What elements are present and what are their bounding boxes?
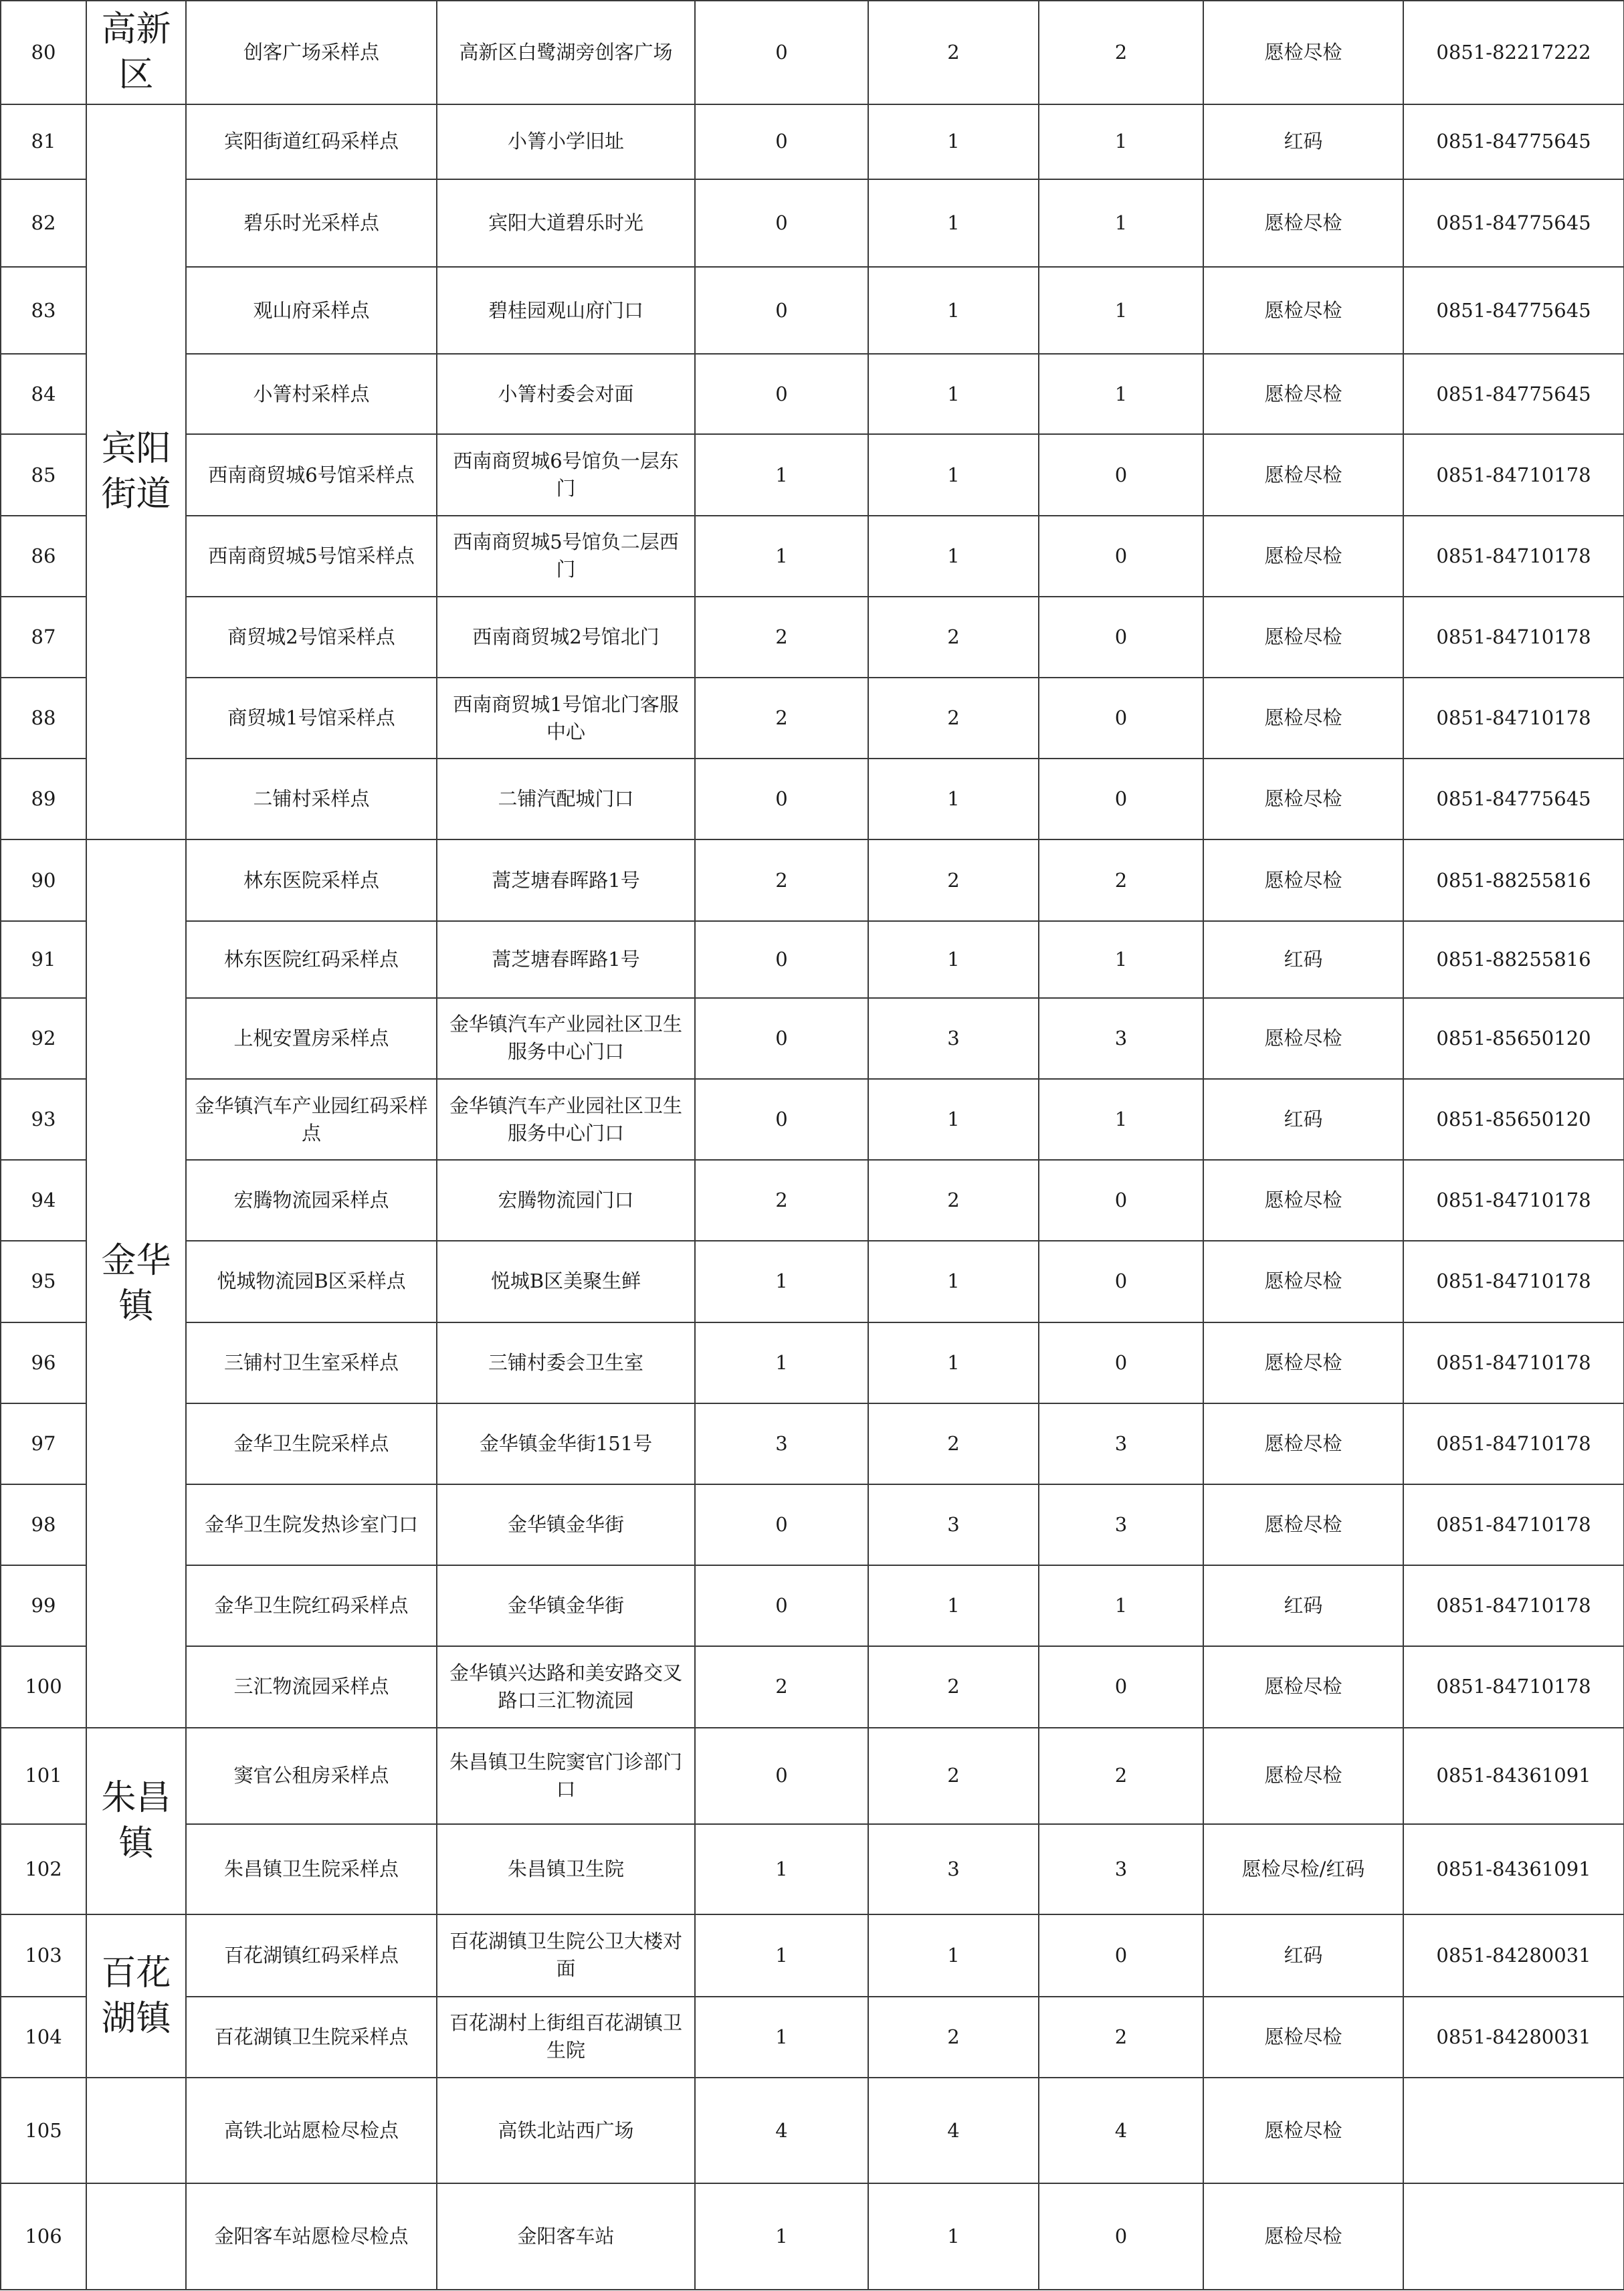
col-c-cell: 2: [1039, 1, 1203, 104]
phone-cell: 0851-85650120: [1403, 1079, 1624, 1160]
address-cell: 高新区白鹭湖旁创客广场: [437, 1, 695, 104]
col-c-cell: 2: [1039, 1728, 1203, 1824]
table-row: [1, 267, 1624, 354]
col-b-cell: 1: [868, 2183, 1039, 2290]
col-b-cell: 1: [868, 434, 1039, 515]
table-row: [1, 1322, 1624, 1403]
district-cell: [86, 2183, 186, 2290]
col-b-cell: 1: [868, 179, 1039, 267]
col-a-cell: 1: [695, 1997, 868, 2078]
col-c-cell: 3: [1039, 1403, 1203, 1484]
test-type-cell: 红码: [1203, 104, 1403, 179]
col-b-cell: 3: [868, 1824, 1039, 1914]
address-cell: 宏腾物流园门口: [437, 1160, 695, 1241]
address-cell: 小箐村委会对面: [437, 354, 695, 434]
col-c-cell: 0: [1039, 1914, 1203, 1996]
index-cell: 95: [1, 1241, 86, 1322]
address-cell: 碧桂园观山府门口: [437, 267, 695, 354]
col-b-cell: 3: [868, 1484, 1039, 1565]
district-cell: 金华镇: [86, 839, 186, 1727]
test-type-cell: 愿检尽检: [1203, 1646, 1403, 1727]
col-a-cell: 4: [695, 2078, 868, 2184]
test-type-cell: 愿检尽检: [1203, 597, 1403, 678]
test-type-cell: 愿检尽检: [1203, 2183, 1403, 2290]
table-row: [1, 354, 1624, 434]
table-row: [1, 1997, 1624, 2078]
col-b-cell: 1: [868, 1322, 1039, 1403]
address-cell: 西南商贸城2号馆北门: [437, 597, 695, 678]
col-a-cell: 2: [695, 1160, 868, 1241]
test-type-cell: 愿检尽检: [1203, 839, 1403, 920]
col-a-cell: 1: [695, 1824, 868, 1914]
col-c-cell: 3: [1039, 1824, 1203, 1914]
phone-cell: 0851-84361091: [1403, 1824, 1624, 1914]
test-type-cell: 愿检尽检: [1203, 1241, 1403, 1322]
index-cell: 84: [1, 354, 86, 434]
col-a-cell: 1: [695, 434, 868, 515]
col-c-cell: 0: [1039, 1646, 1203, 1727]
table-row: [1, 1079, 1624, 1160]
index-cell: 87: [1, 597, 86, 678]
phone-cell: [1403, 2078, 1624, 2184]
test-type-cell: 愿检尽检: [1203, 678, 1403, 759]
phone-cell: 0851-84775645: [1403, 179, 1624, 267]
index-cell: 102: [1, 1824, 86, 1914]
test-type-cell: 红码: [1203, 921, 1403, 998]
col-b-cell: 2: [868, 1997, 1039, 2078]
test-type-cell: 愿检尽检: [1203, 1997, 1403, 2078]
phone-cell: 0851-85650120: [1403, 998, 1624, 1079]
col-c-cell: 0: [1039, 1241, 1203, 1322]
table-row: [1, 998, 1624, 1079]
test-type-cell: 愿检尽检: [1203, 267, 1403, 354]
col-b-cell: 2: [868, 597, 1039, 678]
index-cell: 86: [1, 516, 86, 597]
address-cell: 西南商贸城5号馆负二层西门: [437, 516, 695, 597]
col-a-cell: 1: [695, 1914, 868, 1996]
col-b-cell: 2: [868, 1403, 1039, 1484]
col-a-cell: 0: [695, 1, 868, 104]
address-cell: 蒿芝塘春晖路1号: [437, 839, 695, 920]
index-cell: 100: [1, 1646, 86, 1727]
test-type-cell: 红码: [1203, 1079, 1403, 1160]
table-row: [1, 1728, 1624, 1824]
phone-cell: 0851-84710178: [1403, 678, 1624, 759]
test-type-cell: 愿检尽检/红码: [1203, 1824, 1403, 1914]
col-c-cell: 3: [1039, 1484, 1203, 1565]
site-name-cell: 三铺村卫生室采样点: [186, 1322, 437, 1403]
index-cell: 94: [1, 1160, 86, 1241]
col-c-cell: 2: [1039, 839, 1203, 920]
site-name-cell: 宏腾物流园采样点: [186, 1160, 437, 1241]
index-cell: 82: [1, 179, 86, 267]
address-cell: 西南商贸城1号馆北门客服中心: [437, 678, 695, 759]
table-row: [1, 2183, 1624, 2290]
test-type-cell: 愿检尽检: [1203, 1160, 1403, 1241]
col-a-cell: 0: [695, 1484, 868, 1565]
table-row: [1, 1241, 1624, 1322]
site-name-cell: 上枧安置房采样点: [186, 998, 437, 1079]
col-c-cell: 1: [1039, 354, 1203, 434]
col-c-cell: 0: [1039, 678, 1203, 759]
index-cell: 98: [1, 1484, 86, 1565]
table-row: [1, 1824, 1624, 1914]
test-type-cell: 红码: [1203, 1565, 1403, 1646]
index-cell: 96: [1, 1322, 86, 1403]
address-cell: 金华镇金华街151号: [437, 1403, 695, 1484]
phone-cell: 0851-84775645: [1403, 354, 1624, 434]
site-name-cell: 西南商贸城5号馆采样点: [186, 516, 437, 597]
site-name-cell: 西南商贸城6号馆采样点: [186, 434, 437, 515]
col-c-cell: 1: [1039, 921, 1203, 998]
table-row: [1, 179, 1624, 267]
index-cell: 97: [1, 1403, 86, 1484]
col-a-cell: 0: [695, 1728, 868, 1824]
site-name-cell: 碧乐时光采样点: [186, 179, 437, 267]
index-cell: 104: [1, 1997, 86, 2078]
table-row: [1, 921, 1624, 998]
col-b-cell: 1: [868, 104, 1039, 179]
phone-cell: 0851-82217222: [1403, 1, 1624, 104]
test-type-cell: 愿检尽检: [1203, 1, 1403, 104]
phone-cell: 0851-84710178: [1403, 1160, 1624, 1241]
test-type-cell: 愿检尽检: [1203, 2078, 1403, 2184]
col-b-cell: 2: [868, 1728, 1039, 1824]
test-type-cell: 愿检尽检: [1203, 759, 1403, 839]
test-type-cell: 愿检尽检: [1203, 434, 1403, 515]
col-b-cell: 1: [868, 354, 1039, 434]
col-c-cell: 2: [1039, 1997, 1203, 2078]
address-cell: 西南商贸城6号馆负一层东门: [437, 434, 695, 515]
col-a-cell: 1: [695, 2183, 868, 2290]
site-name-cell: 百花湖镇红码采样点: [186, 1914, 437, 1996]
col-b-cell: 1: [868, 759, 1039, 839]
test-type-cell: 愿检尽检: [1203, 516, 1403, 597]
address-cell: 朱昌镇卫生院窦官门诊部门口: [437, 1728, 695, 1824]
site-name-cell: 窦官公租房采样点: [186, 1728, 437, 1824]
index-cell: 91: [1, 921, 86, 998]
phone-cell: 0851-84361091: [1403, 1728, 1624, 1824]
col-c-cell: 0: [1039, 1160, 1203, 1241]
address-cell: 蒿芝塘春晖路1号: [437, 921, 695, 998]
table-row: [1, 434, 1624, 515]
col-b-cell: 2: [868, 1, 1039, 104]
address-cell: 金阳客车站: [437, 2183, 695, 2290]
table-row: [1, 516, 1624, 597]
col-c-cell: 1: [1039, 267, 1203, 354]
table-row: [1, 2078, 1624, 2184]
phone-cell: 0851-84775645: [1403, 104, 1624, 179]
col-a-cell: 2: [695, 839, 868, 920]
table-row: [1, 839, 1624, 920]
site-name-cell: 宾阳街道红码采样点: [186, 104, 437, 179]
address-cell: 三铺村委会卫生室: [437, 1322, 695, 1403]
site-name-cell: 创客广场采样点: [186, 1, 437, 104]
test-type-cell: 愿检尽检: [1203, 1322, 1403, 1403]
col-a-cell: 0: [695, 354, 868, 434]
address-cell: 小箐小学旧址: [437, 104, 695, 179]
col-c-cell: 0: [1039, 434, 1203, 515]
phone-cell: 0851-84775645: [1403, 267, 1624, 354]
table-row: [1, 1565, 1624, 1646]
col-b-cell: 1: [868, 921, 1039, 998]
col-b-cell: 1: [868, 516, 1039, 597]
index-cell: 90: [1, 839, 86, 920]
col-a-cell: 1: [695, 1322, 868, 1403]
address-cell: 金华镇兴达路和美安路交叉路口三汇物流园: [437, 1646, 695, 1727]
col-a-cell: 3: [695, 1403, 868, 1484]
col-a-cell: 0: [695, 759, 868, 839]
index-cell: 85: [1, 434, 86, 515]
col-b-cell: 1: [868, 1565, 1039, 1646]
col-c-cell: 0: [1039, 597, 1203, 678]
phone-cell: 0851-84710178: [1403, 1565, 1624, 1646]
col-c-cell: 1: [1039, 104, 1203, 179]
site-name-cell: 小箐村采样点: [186, 354, 437, 434]
table-row: [1, 1484, 1624, 1565]
site-name-cell: 林东医院红码采样点: [186, 921, 437, 998]
col-c-cell: 0: [1039, 2183, 1203, 2290]
col-a-cell: 0: [695, 179, 868, 267]
col-b-cell: 2: [868, 1160, 1039, 1241]
site-name-cell: 金华卫生院采样点: [186, 1403, 437, 1484]
test-type-cell: 红码: [1203, 1914, 1403, 1996]
site-name-cell: 百花湖镇卫生院采样点: [186, 1997, 437, 2078]
index-cell: 93: [1, 1079, 86, 1160]
phone-cell: 0851-84710178: [1403, 597, 1624, 678]
table-row: [1, 1, 1624, 104]
phone-cell: 0851-88255816: [1403, 921, 1624, 998]
phone-cell: 0851-84710178: [1403, 1322, 1624, 1403]
table-row: [1, 597, 1624, 678]
phone-cell: 0851-84710178: [1403, 1484, 1624, 1565]
address-cell: 金华镇汽车产业园社区卫生服务中心门口: [437, 998, 695, 1079]
col-a-cell: 0: [695, 1079, 868, 1160]
address-cell: 宾阳大道碧乐时光: [437, 179, 695, 267]
index-cell: 81: [1, 104, 86, 179]
col-c-cell: 0: [1039, 1322, 1203, 1403]
col-b-cell: 4: [868, 2078, 1039, 2184]
col-a-cell: 1: [695, 516, 868, 597]
index-cell: 88: [1, 678, 86, 759]
site-name-cell: 悦城物流园B区采样点: [186, 1241, 437, 1322]
site-name-cell: 朱昌镇卫生院采样点: [186, 1824, 437, 1914]
site-name-cell: 林东医院采样点: [186, 839, 437, 920]
col-a-cell: 0: [695, 1565, 868, 1646]
district-cell: 宾阳街道: [86, 104, 186, 840]
index-cell: 106: [1, 2183, 86, 2290]
table-body: [1, 1, 1624, 2290]
col-a-cell: 2: [695, 597, 868, 678]
test-type-cell: 愿检尽检: [1203, 998, 1403, 1079]
address-cell: 金华镇金华街: [437, 1565, 695, 1646]
col-b-cell: 2: [868, 839, 1039, 920]
col-a-cell: 0: [695, 921, 868, 998]
test-type-cell: 愿检尽检: [1203, 1403, 1403, 1484]
address-cell: 高铁北站西广场: [437, 2078, 695, 2184]
site-name-cell: 商贸城1号馆采样点: [186, 678, 437, 759]
col-a-cell: 0: [695, 104, 868, 179]
col-b-cell: 3: [868, 998, 1039, 1079]
phone-cell: 0851-84280031: [1403, 1997, 1624, 2078]
phone-cell: 0851-84710178: [1403, 1403, 1624, 1484]
site-name-cell: 高铁北站愿检尽检点: [186, 2078, 437, 2184]
index-cell: 80: [1, 1, 86, 104]
index-cell: 103: [1, 1914, 86, 1996]
address-cell: 金华镇汽车产业园社区卫生服务中心门口: [437, 1079, 695, 1160]
test-type-cell: 愿检尽检: [1203, 1484, 1403, 1565]
col-b-cell: 1: [868, 1079, 1039, 1160]
col-b-cell: 2: [868, 1646, 1039, 1727]
col-c-cell: 3: [1039, 998, 1203, 1079]
index-cell: 99: [1, 1565, 86, 1646]
site-name-cell: 金华卫生院红码采样点: [186, 1565, 437, 1646]
site-name-cell: 金华卫生院发热诊室门口: [186, 1484, 437, 1565]
address-cell: 百花湖村上街组百花湖镇卫生院: [437, 1997, 695, 2078]
phone-cell: 0851-84710178: [1403, 1241, 1624, 1322]
address-cell: 悦城B区美聚生鲜: [437, 1241, 695, 1322]
address-cell: 金华镇金华街: [437, 1484, 695, 1565]
col-a-cell: 2: [695, 1646, 868, 1727]
col-c-cell: 1: [1039, 1079, 1203, 1160]
col-c-cell: 1: [1039, 179, 1203, 267]
col-c-cell: 0: [1039, 759, 1203, 839]
col-b-cell: 1: [868, 267, 1039, 354]
index-cell: 89: [1, 759, 86, 839]
district-cell: 高新区: [86, 1, 186, 104]
col-a-cell: 1: [695, 1241, 868, 1322]
test-type-cell: 愿检尽检: [1203, 1728, 1403, 1824]
col-a-cell: 0: [695, 267, 868, 354]
table-row: [1, 759, 1624, 839]
phone-cell: 0851-88255816: [1403, 839, 1624, 920]
col-a-cell: 0: [695, 998, 868, 1079]
address-cell: 二铺汽配城门口: [437, 759, 695, 839]
index-cell: 101: [1, 1728, 86, 1824]
test-type-cell: 愿检尽检: [1203, 179, 1403, 267]
table-row: [1, 1914, 1624, 1996]
site-name-cell: 观山府采样点: [186, 267, 437, 354]
site-name-cell: 二铺村采样点: [186, 759, 437, 839]
col-b-cell: 2: [868, 678, 1039, 759]
phone-cell: 0851-84775645: [1403, 759, 1624, 839]
col-c-cell: 4: [1039, 2078, 1203, 2184]
address-cell: 百花湖镇卫生院公卫大楼对面: [437, 1914, 695, 1996]
table-row: [1, 1646, 1624, 1727]
table-row: [1, 678, 1624, 759]
index-cell: 83: [1, 267, 86, 354]
district-cell: 百花湖镇: [86, 1914, 186, 2077]
test-type-cell: 愿检尽检: [1203, 354, 1403, 434]
table-row: [1, 1160, 1624, 1241]
address-cell: 朱昌镇卫生院: [437, 1824, 695, 1914]
col-c-cell: 1: [1039, 1565, 1203, 1646]
site-name-cell: 金阳客车站愿检尽检点: [186, 2183, 437, 2290]
phone-cell: 0851-84710178: [1403, 516, 1624, 597]
index-cell: 92: [1, 998, 86, 1079]
site-name-cell: 三汇物流园采样点: [186, 1646, 437, 1727]
phone-cell: 0851-84280031: [1403, 1914, 1624, 1996]
site-name-cell: 商贸城2号馆采样点: [186, 597, 437, 678]
col-b-cell: 1: [868, 1241, 1039, 1322]
col-a-cell: 2: [695, 678, 868, 759]
phone-cell: 0851-84710178: [1403, 434, 1624, 515]
district-cell: 朱昌镇: [86, 1728, 186, 1915]
col-c-cell: 0: [1039, 516, 1203, 597]
col-b-cell: 1: [868, 1914, 1039, 1996]
index-cell: 105: [1, 2078, 86, 2184]
table-row: [1, 1403, 1624, 1484]
phone-cell: 0851-84710178: [1403, 1646, 1624, 1727]
district-cell: [86, 2078, 186, 2184]
phone-cell: [1403, 2183, 1624, 2290]
table-row: [1, 104, 1624, 179]
site-name-cell: 金华镇汽车产业园红码采样点: [186, 1079, 437, 1160]
